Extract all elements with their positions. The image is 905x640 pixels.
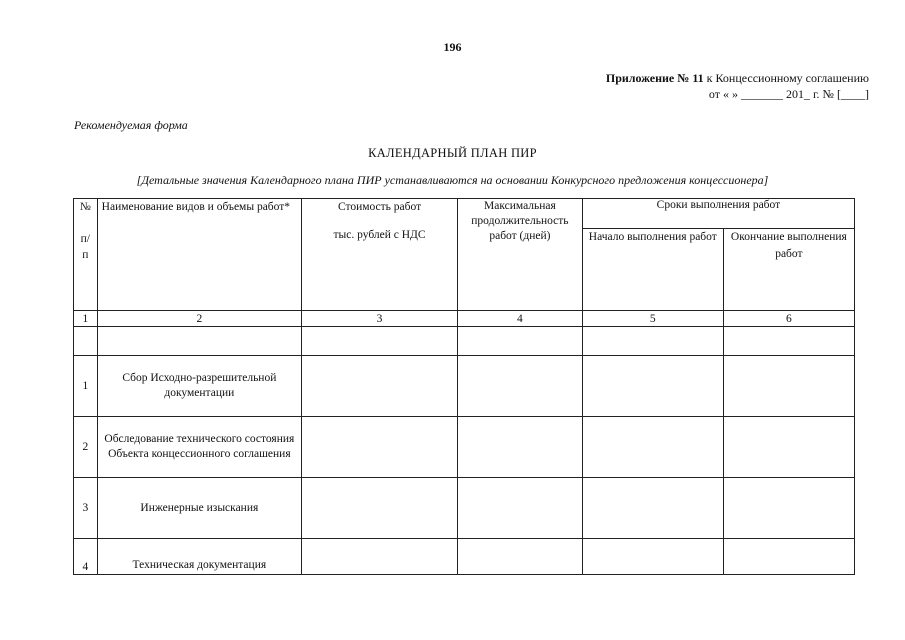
- header-cost-line1: Стоимость работ: [337, 201, 422, 213]
- spacer-row: [74, 327, 855, 356]
- duration-cell: [458, 478, 583, 539]
- table-row: [74, 356, 855, 417]
- header-num-line2: п/п: [80, 233, 90, 261]
- row-number: 1: [74, 356, 98, 417]
- appendix-suffix: к Концессионному соглашению: [703, 71, 869, 85]
- document-note-text: [Детальные значения Календарного плана ПИР устанавливаются на основании Конкурсного предложения концессионера]: [136, 173, 769, 187]
- table-row: [74, 417, 855, 478]
- document-title: КАЛЕНДАРНЫЙ ПЛАН ПИР: [368, 146, 537, 160]
- header-duration: Максимальная продолжительность работ (дней): [458, 199, 583, 311]
- header-start: Начало выполнения работ: [582, 229, 723, 311]
- end-cell: [723, 417, 854, 478]
- cost-cell: [302, 539, 458, 575]
- column-number: 3: [302, 311, 458, 327]
- header-terms: Сроки выполнения работ: [582, 199, 854, 229]
- table-row: [74, 539, 855, 575]
- column-number: 1: [74, 311, 98, 327]
- empty-cell: [458, 327, 583, 356]
- start-cell: [582, 539, 723, 575]
- header-name: Наименование видов и объемы работ*: [97, 199, 301, 311]
- header-num-line1: №: [79, 201, 91, 213]
- start-cell: [582, 478, 723, 539]
- work-name: Техническая документация: [97, 539, 301, 575]
- header-cost-line2: тыс. рублей с НДС: [333, 229, 426, 241]
- column-number: 6: [723, 311, 854, 327]
- work-name: Сбор Исходно-разрешительной документации: [97, 356, 301, 417]
- recommended-form-label: Рекомендуемая форма: [74, 118, 188, 132]
- column-number: 4: [458, 311, 583, 327]
- header-row-1: [74, 199, 855, 229]
- work-name: Инженерные изыскания: [97, 478, 301, 539]
- cost-cell: [302, 478, 458, 539]
- end-cell: [723, 356, 854, 417]
- appendix-prefix: Приложение: [605, 71, 675, 85]
- empty-cell: [723, 327, 854, 356]
- cost-cell: [302, 417, 458, 478]
- empty-cell: [302, 327, 458, 356]
- work-name: Обследование технического состояния Объекта концессионного соглашения: [97, 417, 301, 478]
- header-cost: [302, 199, 458, 311]
- page-number: 196: [443, 40, 462, 54]
- header-end: Окончание выполнения работ: [723, 229, 854, 311]
- empty-cell: [97, 327, 301, 356]
- duration-cell: [458, 539, 583, 575]
- end-cell: [723, 478, 854, 539]
- row-number: 2: [74, 417, 98, 478]
- column-number: 2: [97, 311, 301, 327]
- appendix-line-2: от « » _______ 201_ г. № [____]: [708, 87, 869, 101]
- appendix-line-1: [606, 70, 869, 86]
- column-number-row: [74, 311, 855, 327]
- appendix-header: [606, 70, 869, 102]
- calendar-plan-table: [73, 198, 855, 575]
- appendix-number: № 11: [677, 71, 704, 85]
- row-number: 3: [74, 478, 98, 539]
- cost-cell: [302, 356, 458, 417]
- empty-cell: [74, 327, 98, 356]
- end-cell: [723, 539, 854, 575]
- empty-cell: [582, 327, 723, 356]
- document-note: [0, 173, 905, 188]
- column-number: 5: [582, 311, 723, 327]
- duration-cell: [458, 417, 583, 478]
- header-num: [74, 199, 98, 311]
- start-cell: [582, 417, 723, 478]
- row-number: 4: [74, 539, 98, 575]
- table-row: [74, 478, 855, 539]
- duration-cell: [458, 356, 583, 417]
- start-cell: [582, 356, 723, 417]
